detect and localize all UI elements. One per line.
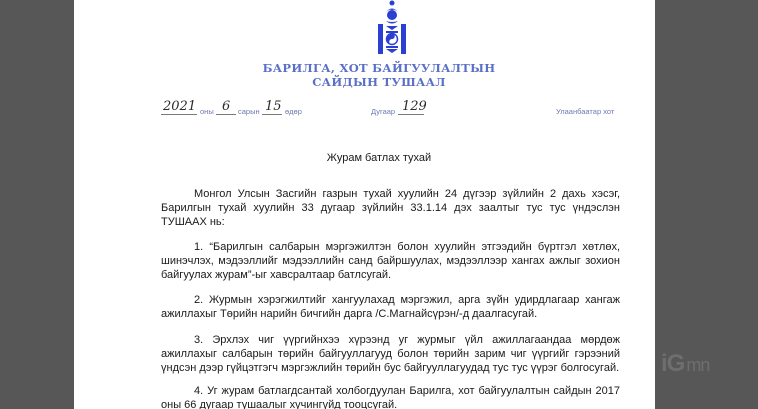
number-underline bbox=[398, 114, 424, 115]
ministry-name-line2: САЙДЫН ТУШААЛ bbox=[312, 75, 446, 89]
day-suffix-label: өдөр bbox=[285, 107, 302, 116]
day-underline bbox=[262, 114, 282, 115]
preamble-paragraph: Монгол Улсын Засгийн газрын тухай хуулийн 24 дүгээр зүйлийн 2 дахь хэсэг, Барилгын тухай хуулийн 33 дугаар зүйлийн 33.1.14 дэх заалтыг тус тус үндэслэн ТУШААХ нь: bbox=[161, 188, 620, 228]
clause-3-paragraph: 3. Эрхлэх чиг үүргийнхээ хүрээнд уг журмыг үйл ажиллагаандаа мөрдөж ажиллахыг салбарын төрийн байгууллагууд болон төрийн зарим чиг үүргийг гэрээний үндсэн дээр гүйцэтгэгч мэргэжлийн төрийн бус байгууллагуудад тус тус үүрэг болгосугай. bbox=[161, 334, 620, 374]
clause-2-paragraph: 2. Журмын хэрэгжилтийг хангуулахад мэргэжил, арга зүйн удирдлагаар хангаж ажиллахыг Төрийн нарийн бичгийн дарга /С.Магнайсүрэн/-д даалгасугай. bbox=[161, 294, 620, 320]
city-label: Улаанбаатар хот bbox=[556, 107, 615, 116]
date-year: 2021 bbox=[163, 99, 197, 114]
number-label: Дугаар bbox=[371, 107, 396, 116]
month-underline bbox=[216, 114, 236, 115]
document-title: Журам батлах тухай bbox=[326, 152, 432, 164]
month-suffix-label: сарын bbox=[238, 107, 260, 116]
watermark-logo: iG bbox=[661, 350, 685, 377]
clause-4-paragraph: 4. Уг журам батлагдсантай холбогдуулан Барилга, хот байгуулалтын сайдын 2017 оны 66 дугаар тушаалыг хүчингүйд тооцсугай. bbox=[161, 385, 620, 409]
site-watermark bbox=[661, 350, 709, 378]
document-number: 129 bbox=[402, 99, 427, 114]
year-suffix-label: оны bbox=[200, 107, 214, 116]
clause-1-paragraph: 1. “Барилгын салбарын мэргэжилтэн болон хуулийн этгээдийн бүртгэл хөтлөх, шинэчлэх, мэдээллийг мэдээллийн санд байршуулах, мэдээллээр хангах ажлыг зохион байгуулах журам”-ыг хавсралтаар батлсугай. bbox=[161, 241, 620, 281]
ministry-name-line1: БАРИЛГА, ХОТ БАЙГУУЛАЛТЫН bbox=[262, 61, 496, 75]
date-day: 15 bbox=[265, 99, 282, 114]
year-underline bbox=[161, 114, 197, 115]
watermark-suffix: mn bbox=[686, 355, 710, 375]
soyombo-emblem-icon bbox=[372, 0, 412, 58]
date-month: 6 bbox=[222, 99, 231, 114]
